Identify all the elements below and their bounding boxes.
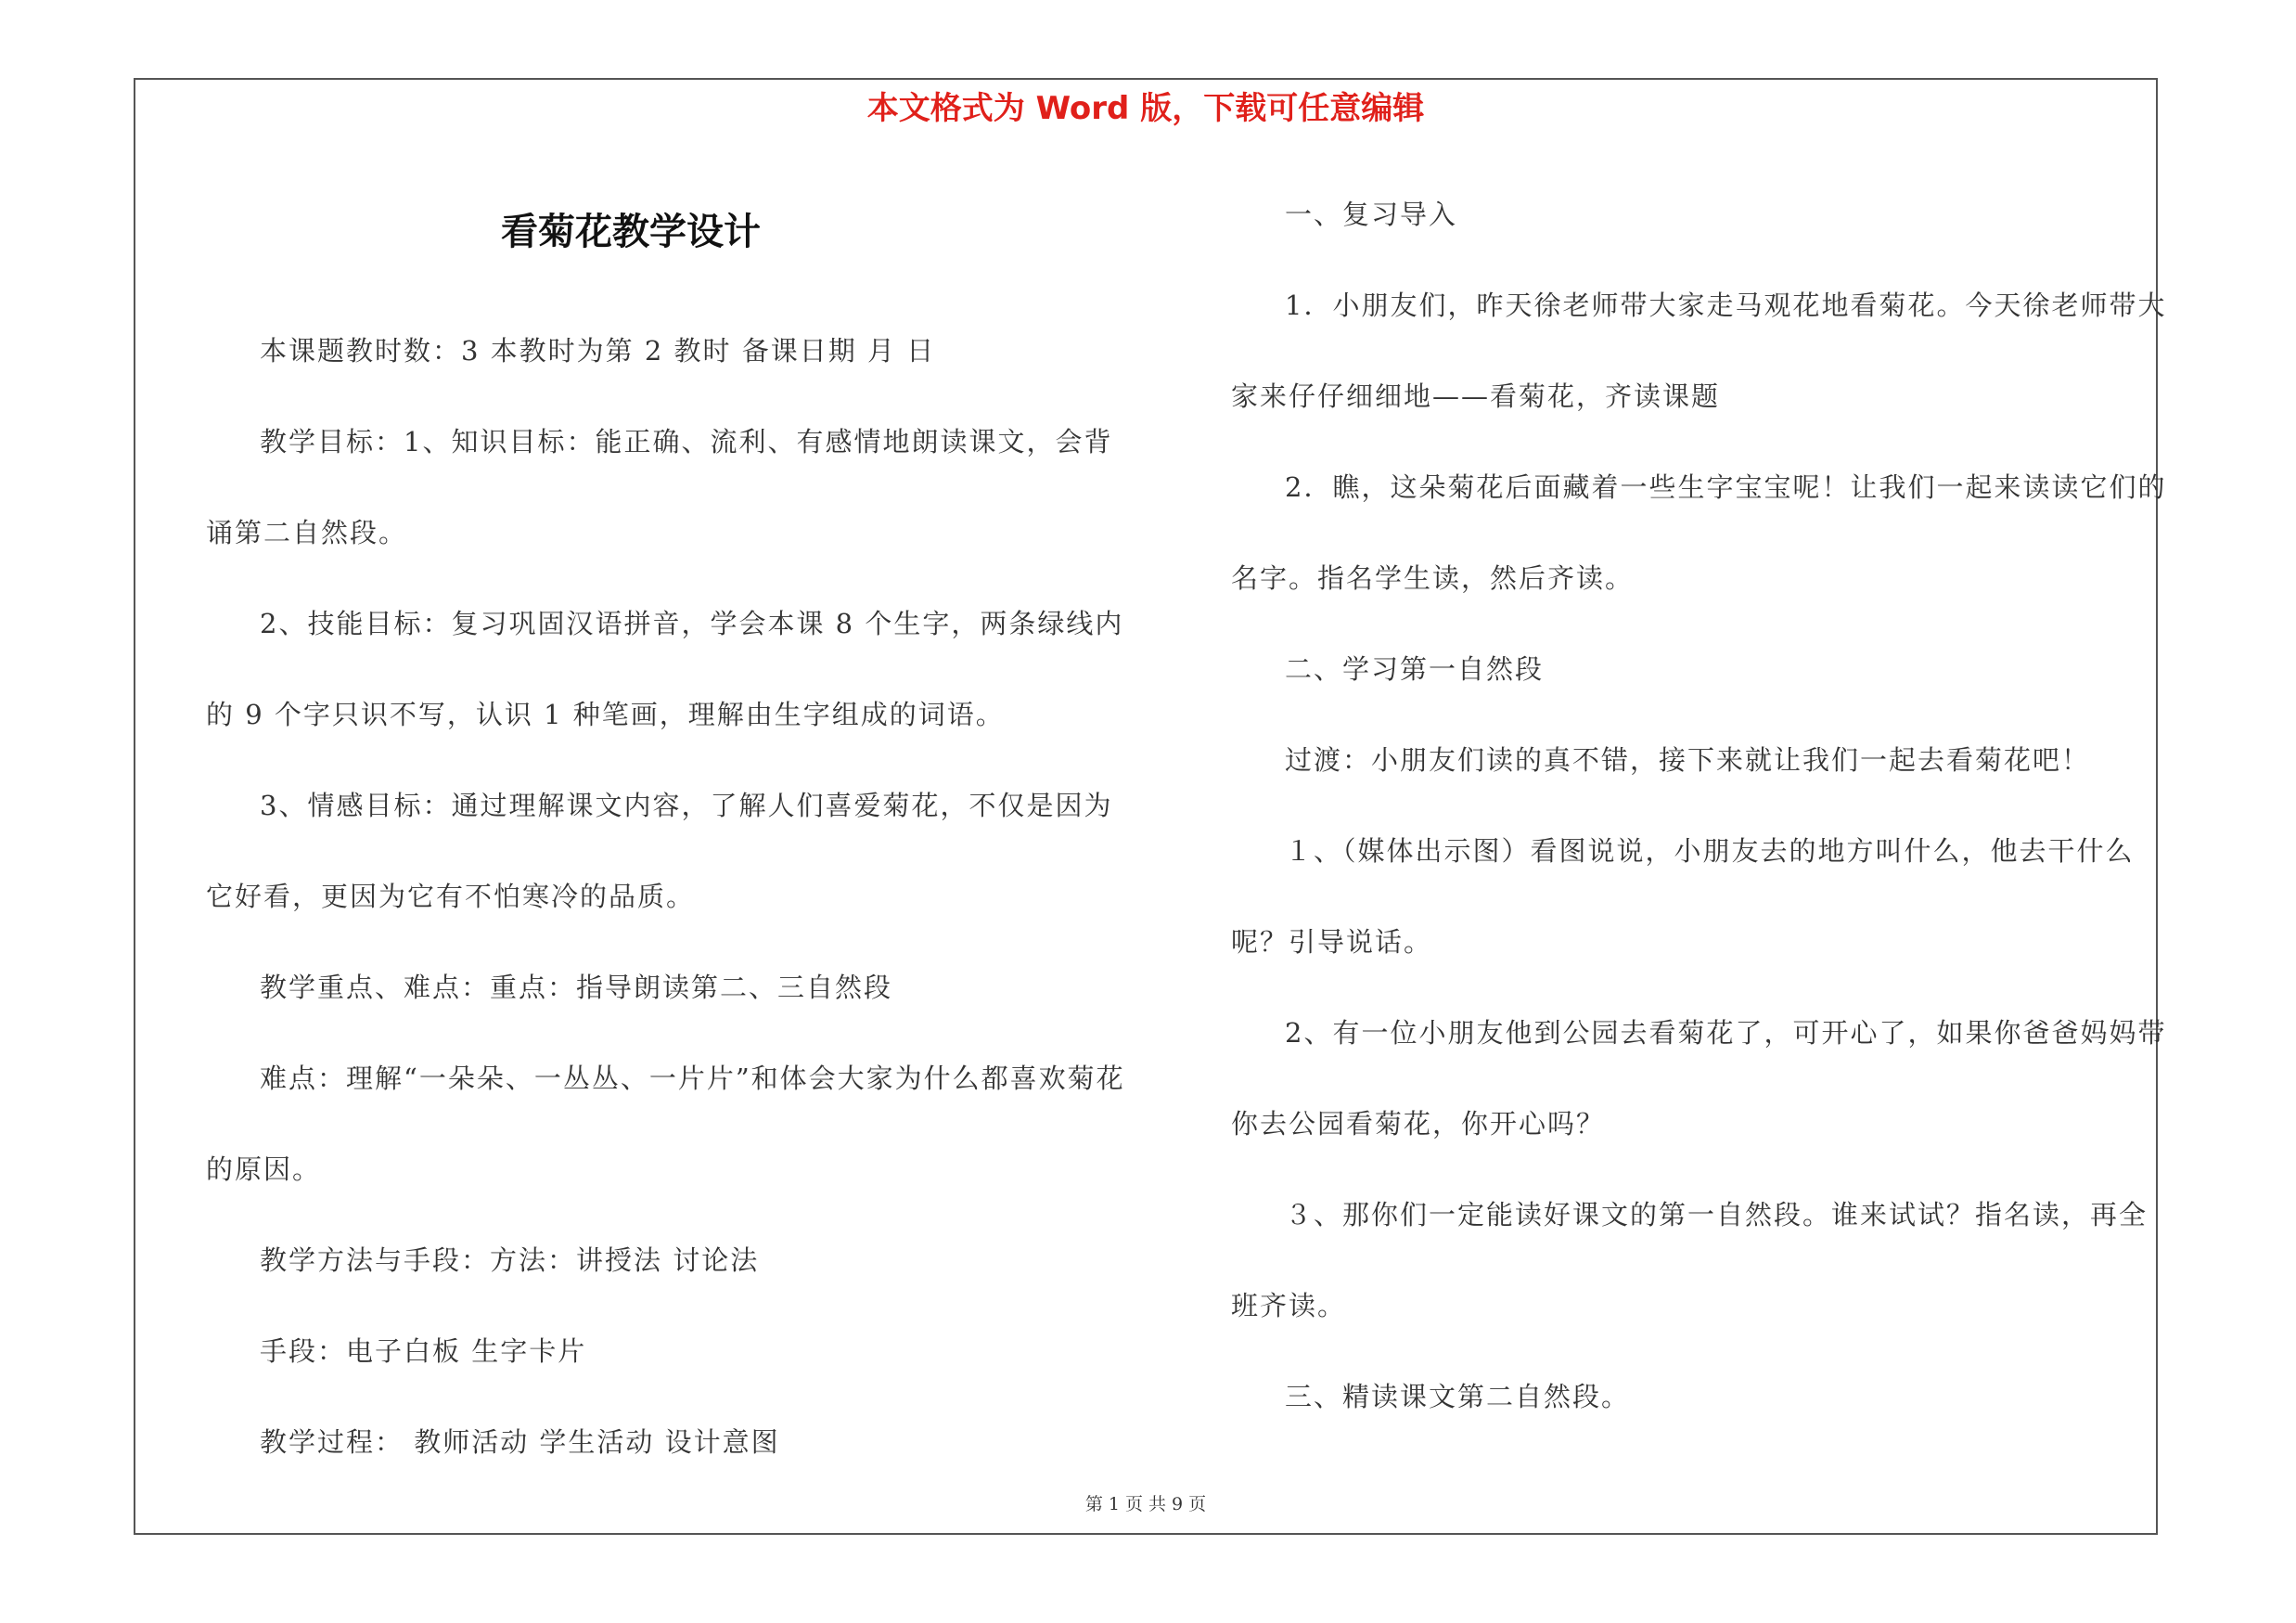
paragraph: 2．瞧，这朵菊花后面藏着一些生字宝宝呢！让我们一起来读读它们的名字。指名学生读，然后齐读。	[1231, 471, 2167, 594]
paragraph: 手段：电子白板 生字卡片	[260, 1335, 587, 1367]
paragraph: 过渡：小朋友们读的真不错，接下来就让我们一起去看菊花吧！	[1285, 744, 2091, 776]
paragraph: 教学过程： 教师活动 学生活动 设计意图	[260, 1426, 780, 1458]
paragraph: 1．小朋友们，昨天徐老师带大家走马观花地看菊花。今天徐老师带大家来仔仔细细地——看菊花，齐读课题	[1231, 290, 2167, 412]
section-heading: 三、精读课文第二自然段。	[1285, 1381, 1631, 1412]
paragraph: ３、那你们一定能读好课文的第一自然段。谁来试试？指名读，再全班齐读。	[1231, 1199, 2148, 1321]
paragraph: 本课题教时数：3 本教时为第 2 教时 备课日期 月 日	[260, 335, 936, 367]
paragraph: 教学目标：1、知识目标：能正确、流利、有感情地朗读课文，会背诵第二自然段。	[206, 426, 1113, 548]
right-column	[1231, 169, 2170, 1442]
paragraph: 难点：理解“一朵朵、一丛丛、一片片”和体会大家为什么都喜欢菊花的原因。	[206, 1063, 1125, 1185]
paragraph: 教学方法与手段：方法：讲授法 讨论法	[260, 1244, 760, 1276]
format-banner: 本文格式为 Word 版，下载可任意编辑	[866, 90, 1425, 127]
document-title: 看菊花教学设计	[501, 211, 761, 253]
section-heading: 一、复习导入	[1285, 199, 1458, 230]
page-number: 第 1 页 共 9 页	[1084, 1494, 1207, 1514]
paragraph: 2、技能目标：复习巩固汉语拼音，学会本课 8 个生字，两条绿线内的 9 个字只识不写，认识 1 种笔画，理解由生字组成的词语。	[206, 608, 1124, 730]
paragraph: １、（媒体出示图）看图说说，小朋友去的地方叫什么，他去干什么呢？引导说话。	[1231, 835, 2135, 958]
paragraph: 2、有一位小朋友他到公园去看菊花了，可开心了，如果你爸爸妈妈带你去公园看菊花，你开心吗？	[1231, 1017, 2167, 1140]
left-column	[206, 305, 1126, 1488]
section-heading: 二、学习第一自然段	[1285, 653, 1545, 685]
paragraph: 教学重点、难点：重点：指导朗读第二、三自然段	[260, 972, 893, 1003]
paragraph: 3、情感目标：通过理解课文内容，了解人们喜爱菊花，不仅是因为它好看，更因为它有不怕寒冷的品质。	[206, 790, 1113, 912]
